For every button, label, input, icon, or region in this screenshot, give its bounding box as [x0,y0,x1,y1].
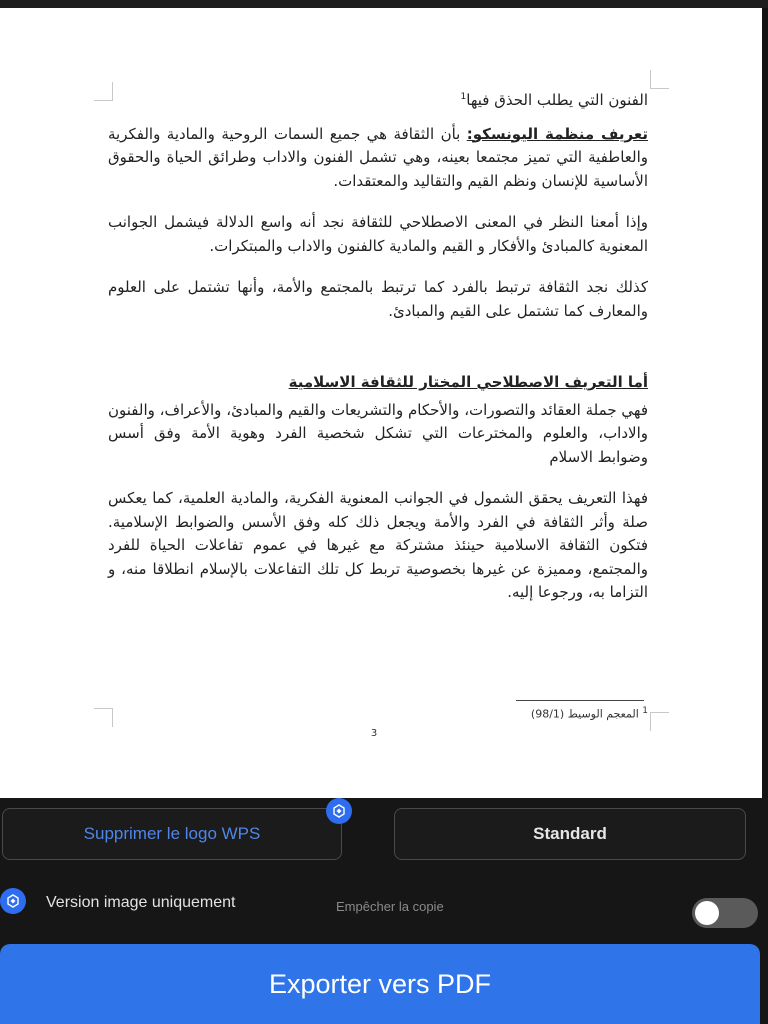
doc-paragraph: فهذا التعريف يحقق الشمول في الجوانب المعنوية الفكرية، والمادية العلمية، كما يعكس صلة وأثر الثقافة في الفرد والأمة ويجعل ذلك كله وفق الأسس والضوابط الإسلامية. فتكون الثقافة الاسلامية حينئذ مشتركة مع غيرها في عموم تفاعلات الحياة للفرد والمجتمع، ومميزة عن غيرها بخصوصية تربط كل تلك التفاعلات بالإسلام انطلاقا منه، و التزاما به، ورجوعا إليه. [108,489,648,601]
document-preview[interactable] [0,8,762,798]
export-pdf-button[interactable] [0,944,760,1024]
remove-logo-label: Supprimer le logo WPS [83,824,261,843]
doc-line: الفنون التي يطلب الحذق فيها$^1$ [460,91,648,109]
export-pdf-label: Exporter vers PDF [268,968,492,999]
image-only-label: Version image uniquement [46,894,236,911]
footnote: $^1$ المعجم الوسيط (98/1) [530,706,648,721]
crop-mark [650,712,669,731]
remove-logo-button[interactable] [2,808,342,860]
premium-badge-icon [0,888,26,914]
footnote-divider [516,700,644,701]
section-heading: أما التعريف الاصطلاحي المختار للثقافة الاسلامية [288,373,648,391]
doc-paragraph: وإذا أمعنا النظر في المعنى الاصطلاحي للثقافة نجد أنه واسع الدلالة فيشمل الجوانب المعنوية كالمبادئ والأفكار و القيم والمادية كالفنون والاداب والمبتكرات. [108,213,648,255]
top-bar [0,0,768,8]
doc-paragraph: كذلك نجد الثقافة ترتبط بالفرد كما ترتبط بالمجتمع والأمة، وأنها تشتمل على العلوم والمعارف كما تشتمل على القيم والمبادئ. [108,278,648,320]
doc-paragraph: فهي جملة العقائد والتصورات، والأحكام والتشريعات والقيم والمبادئ، والأعراف، والفنون والاداب، والعلوم والمخترعات التي تشكل شخصية الفرد وهوية الأمة وفق أسس وضوابط الاسلام [108,400,648,466]
crop-mark [94,708,113,727]
premium-badge-icon [326,798,352,824]
standard-label: Standard [533,824,607,843]
image-only-toggle[interactable] [692,898,758,928]
crop-mark [650,70,669,89]
paragraph-heading: تعريف منظمة اليونسكو: [466,124,648,143]
document-body [108,86,648,623]
standard-button[interactable] [394,808,746,860]
prevent-copy-note: Empêcher la copie [336,899,444,914]
page-number: 3 [370,728,378,739]
toggle-knob [695,901,719,925]
doc-paragraph: تعريف منظمة اليونسكو: بأن الثقافة هي جميع السمات الروحية والمادية والفكرية والعاطفية التي تميز مجتمعا بعينه، وهي تشمل الفنون والاداب وطرائق الحياة والحقوق الأساسية للإنسان ونظم القيم والتقاليد والمعتقدات. [108,124,648,190]
